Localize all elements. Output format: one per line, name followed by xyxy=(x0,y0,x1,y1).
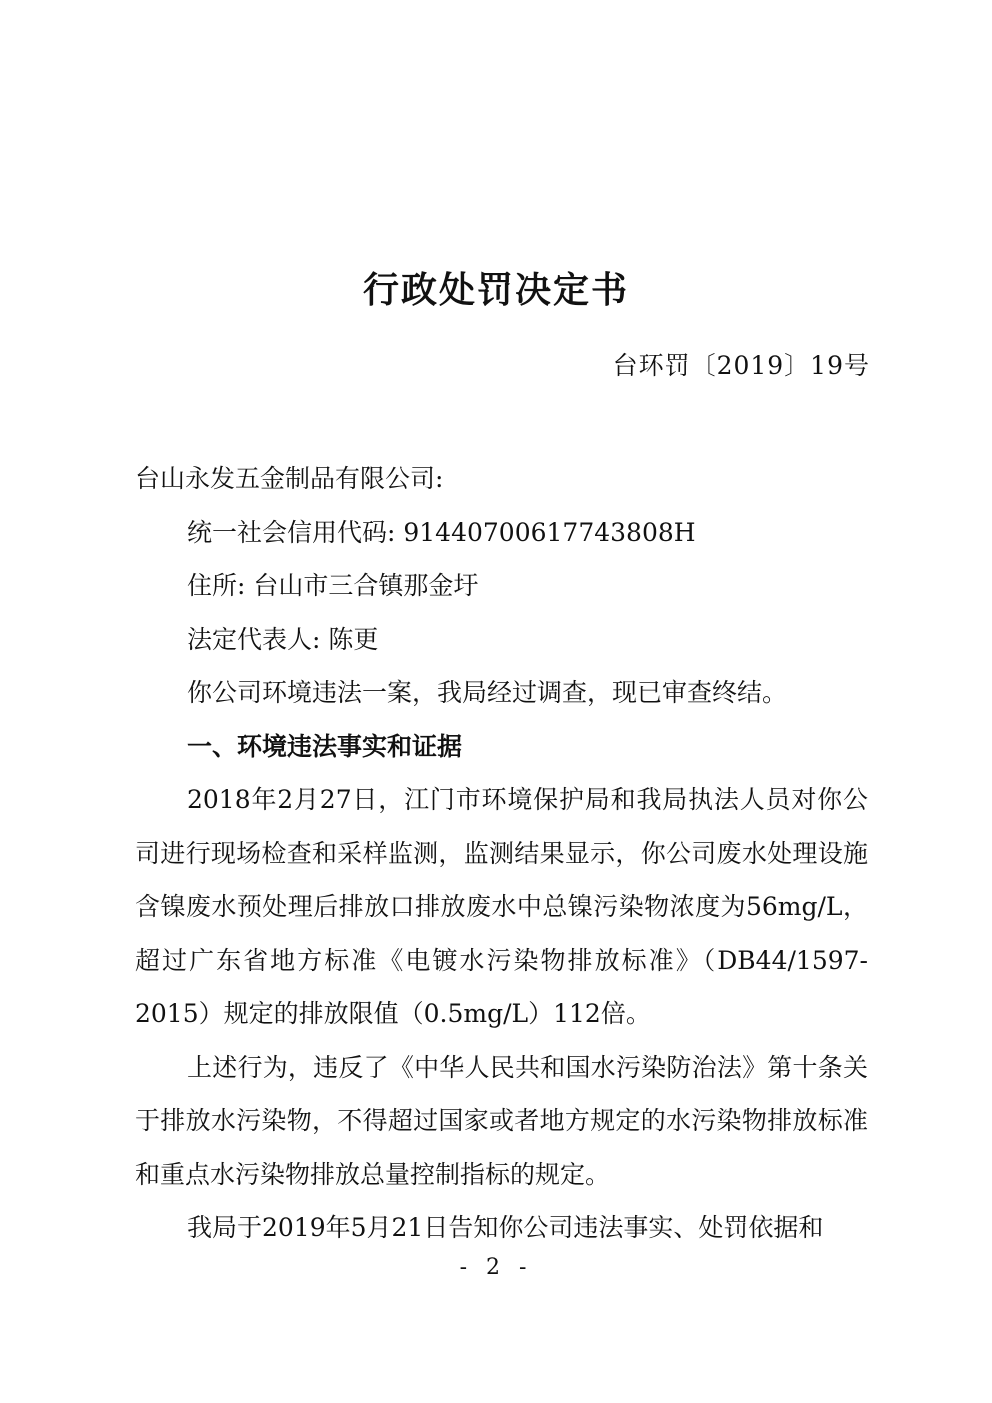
notice-paragraph: 我局于2019年5月21日告知你公司违法事实、处罚依据和 xyxy=(187,1213,824,1242)
address: 住所: 台山市三合镇那金圩 xyxy=(187,571,479,600)
addressee: 台山永发五金制品有限公司: xyxy=(135,464,444,493)
section-heading: 一、环境违法事实和证据 xyxy=(187,731,463,761)
violation-paragraph: 上述行为，违反了《中华人民共和国水污染防治法》第十条关于排放水污染物，不得超过国家或者地方规定的水污染物排放标准和重点水污染物排放总量控制指标的规定。 xyxy=(135,1052,868,1189)
document-body xyxy=(135,452,868,1255)
credit-code: 统一社会信用代码: 91440700617743808H xyxy=(187,517,696,547)
document-title: 行政处罚决定书 xyxy=(362,270,629,311)
intro-paragraph: 你公司环境违法一案，我局经过调查，现已审查终结。 xyxy=(187,678,788,707)
legal-representative: 法定代表人: 陈更 xyxy=(187,624,379,654)
document-number: 台环罚〔2019〕19号 xyxy=(612,351,870,380)
page-number: - 2 - xyxy=(459,1255,533,1280)
facts-paragraph: 2018年2月27日，江门市环境保护局和我局执法人员对你公司进行现场检查和采样监测，监测结果显示，你公司废水处理设施含镍废水预处理后排放口排放废水中总镍污染物浓度为56mg/L，超过广东省地方标准《电镀水污染物排放标准》（DB44/1597-2015）规定的排放限值（0.5mg/L）112倍。 xyxy=(135,785,868,1028)
